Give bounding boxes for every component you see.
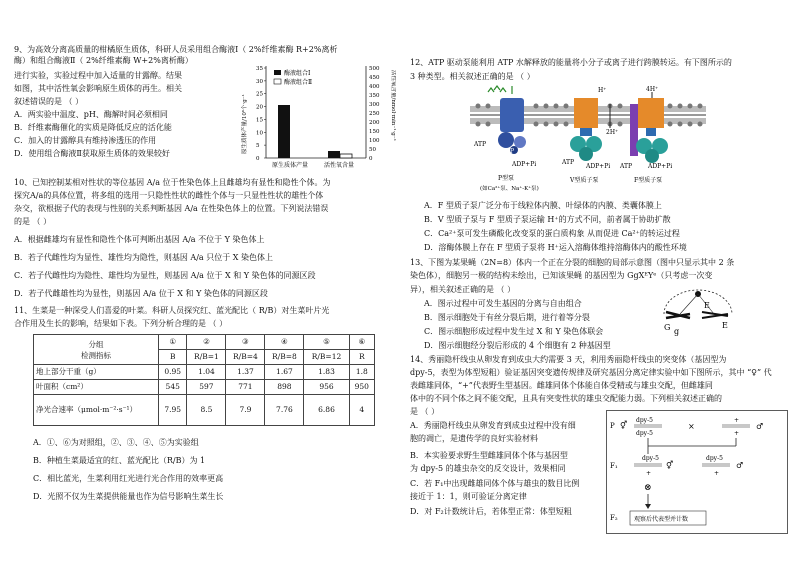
v-h-mid: 2H⁺ bbox=[606, 129, 619, 136]
table-cell: 1.8 bbox=[349, 365, 374, 380]
table-cell: 7.95 bbox=[159, 395, 187, 426]
v-atp: ATP bbox=[562, 159, 575, 166]
q14-option-a-cont: 胞的凋亡，是遗传学的良好实验材料 bbox=[410, 434, 538, 443]
table-cell: 597 bbox=[187, 380, 226, 395]
q9-line-3: 进行实验，实验过程中加入适量的甘露醇。结果 bbox=[14, 71, 182, 80]
q9-line-4: 如图，其中活性氧会影响原生质体的再生。相关 bbox=[14, 84, 182, 93]
q11-line-1: 11、生菜是一种深受人们喜爱的叶菜。科研人员探究红、蓝光配比（ R/B）对生菜叶片光 bbox=[14, 306, 330, 315]
f1-male-symbol: ♂ bbox=[736, 461, 744, 470]
right-tick-label: 200 bbox=[369, 120, 380, 126]
table-group: R/B=8 bbox=[265, 350, 304, 365]
table-group: R/B=12 bbox=[304, 350, 349, 365]
bar-group2-ros bbox=[340, 154, 352, 158]
right-tick-label: 250 bbox=[369, 111, 380, 117]
q12-line-1: 12、ATP 驱动泵能利用 ATP 水解释放的能量将小分子或离子进行跨膜转运。有下图所示的 bbox=[410, 58, 732, 67]
table-group: B bbox=[159, 350, 187, 365]
table-cell: 8.5 bbox=[187, 395, 226, 426]
f-type-label: F型质子泵 bbox=[634, 177, 663, 184]
f1-hermaphrodite-symbol: ⚥ bbox=[666, 461, 674, 470]
p-type-label: P型泵 bbox=[498, 175, 515, 182]
table-cell: 6.86 bbox=[304, 395, 349, 426]
q11-option-c: C．相比蓝光，生菜利用红光进行光合作用的效率更高 bbox=[33, 474, 224, 483]
bar-group1-ros bbox=[328, 151, 340, 158]
bar-group1-yield bbox=[278, 105, 290, 158]
f1-right-bottom: + bbox=[714, 470, 720, 477]
q9-line-1: 9、为高效分离高质量的柑橘原生质体，科研人员采用组合酶液Ⅰ（ 2%纤维素酶 R+2%离析 bbox=[14, 45, 338, 54]
table-cell: 1.83 bbox=[304, 365, 349, 380]
table-cell: 7.9 bbox=[226, 395, 265, 426]
q14-line-5: 是 （ ） bbox=[410, 407, 440, 416]
y-axis-label-right: 活性氧含量/nmol·min⁻¹·g⁻¹ bbox=[390, 70, 396, 141]
y-axis-label-left: 原生质体产量/10⁶个·g⁻¹ bbox=[242, 94, 248, 154]
q14-line-1: 14、秀丽隐杆线虫从卵发育到成虫大约需要 3 天，利用秀丽隐杆线虫的突变体（基因型为 bbox=[410, 355, 727, 364]
header-label-bottom: 检测指标 bbox=[81, 350, 111, 360]
f-type-pump bbox=[638, 98, 664, 128]
p-adp: ADP+Pi bbox=[512, 161, 537, 168]
p-male-symbol: ♂ bbox=[756, 422, 764, 431]
q10-line-2: 探究A/a的具体位置，将多组的选用一只隐性性状的雌性个体与一只显性性状的雄性个体 bbox=[14, 191, 324, 200]
row-label: 叶面积（cm²） bbox=[34, 380, 159, 395]
p-type-sublabel: (如Ca²⁺泵、Na⁺-K⁺泵) bbox=[480, 186, 539, 192]
table-num: ⑥ bbox=[349, 335, 374, 350]
gen-p: P bbox=[610, 422, 615, 430]
left-tick-label: 0 bbox=[256, 156, 260, 162]
q10-option-c: C．若子代雌性均为隐性、雄性均为显性，则基因 A/a 位于 X 和 Y 染色体的同源区段 bbox=[14, 271, 316, 280]
q14-line-2: dpy-5，表型为体型短粗）验证基因突变遗传规律及研究基因分离定律实验中如下图所示，其中 “♀” 代 bbox=[410, 368, 772, 377]
gene-g-lower: g bbox=[674, 327, 680, 336]
cross-symbol: × bbox=[688, 422, 695, 431]
q12-line-2: 3 种类型。相关叙述正确的是 （ ） bbox=[410, 72, 535, 81]
q13-option-d: D．图示细胞经分裂后形成的 4 个细胞有 2 种基因型 bbox=[424, 341, 611, 350]
q14-option-d: D．对 F₂计数统计后，若体型正常：体型短粗 bbox=[410, 507, 572, 516]
legend-label-1: 酶液组合Ⅰ bbox=[284, 70, 311, 77]
q14-option-c: C．若 F₁中出现雌雄同体个体与雄虫的数目比例 bbox=[410, 479, 580, 488]
left-tick-label: 15 bbox=[256, 117, 263, 124]
row-label: 净光合速率（μmol·m⁻²·s⁻¹） bbox=[34, 395, 159, 426]
right-tick-label: 450 bbox=[369, 75, 380, 81]
left-tick-label: 20 bbox=[256, 104, 263, 111]
q13-option-c: C．图示细胞形成过程中发生过 X 和 Y 染色体联会 bbox=[424, 327, 604, 336]
table-cell: 956 bbox=[304, 380, 349, 395]
table-num: ⑤ bbox=[304, 335, 349, 350]
q9-option-a: A．两实验中温度、pH、酶解时间必须相同 bbox=[14, 110, 168, 119]
q11-option-a: A．①、⑥为对照组，②、③、④、⑤为实验组 bbox=[33, 438, 199, 447]
table-cell: 0.95 bbox=[159, 365, 187, 380]
x-category-1: 原生质体产量 bbox=[272, 162, 309, 169]
gene-e: E bbox=[722, 321, 728, 330]
q11-data-table bbox=[33, 334, 375, 426]
right-tick-label: 100 bbox=[369, 138, 380, 144]
q9-bar-chart bbox=[236, 62, 396, 174]
f-atp: ATP bbox=[620, 163, 633, 170]
f-adp: ADP+Pi bbox=[648, 163, 673, 170]
p-hermaphrodite-symbol: ⚥ bbox=[620, 421, 628, 430]
table-row bbox=[34, 380, 375, 395]
q11-option-d: D．光照不仅为生菜提供能量也作为信号影响生菜生长 bbox=[33, 492, 224, 501]
p-type-pump bbox=[500, 98, 524, 132]
table-num: ② bbox=[187, 335, 226, 350]
v-type-label: V型质子泵 bbox=[570, 177, 599, 184]
q9-option-b: B．纤维素酶催化的实质是降低反应的活化能 bbox=[14, 123, 172, 132]
left-tick-label: 30 bbox=[256, 78, 263, 85]
table-cell: 771 bbox=[226, 380, 265, 395]
q14-option-a: A．秀丽隐杆线虫从卵发育到成虫过程中没有细 bbox=[410, 421, 576, 430]
q13-option-a: A．图示过程中可发生基因的分离与自由组合 bbox=[424, 299, 582, 308]
right-tick-label: 0 bbox=[369, 156, 373, 162]
gen-f1: F₁ bbox=[610, 462, 618, 470]
q10-option-a: A．根据雌雄均有显性和隐性个体可判断出基因 A/a 不位于 Y 染色体上 bbox=[14, 235, 265, 244]
h-top: H⁺ bbox=[598, 87, 607, 94]
legend-swatch-1 bbox=[274, 70, 281, 75]
left-tick-label: 5 bbox=[256, 143, 260, 150]
v-adp: ADP+Pi bbox=[586, 163, 611, 170]
q10-line-3: 杂交，欲根据子代的表现与性别的关系判断基因 A/a 在性染色体上的位置。下列说法错误 bbox=[14, 204, 329, 213]
observe-count-label: 观察后代表型并计数 bbox=[634, 516, 689, 523]
p-right-bottom: + bbox=[734, 430, 740, 437]
q14-option-c-cont: 接近于 1：1，则可验证分离定律 bbox=[410, 492, 527, 501]
q13-line-1: 13、下图为某果蝇（2N=8）体内一个正在分裂的细胞的局部示意图（图中只显示其中 2 条 bbox=[410, 258, 735, 267]
f1-left-top: dpy-5 bbox=[642, 455, 659, 462]
q12-option-a: A．F 型质子泵广泛分布于线粒体内膜、叶绿体的内膜、类囊体膜上 bbox=[424, 201, 662, 210]
right-tick-label: 300 bbox=[369, 102, 380, 108]
right-tick-label: 350 bbox=[369, 93, 380, 99]
table-num: ③ bbox=[226, 335, 265, 350]
legend-swatch-2 bbox=[274, 79, 281, 84]
table-cell: 1.67 bbox=[265, 365, 304, 380]
q14-line-3: 表雌雄同体，“+”代表野生型基因。雌雄同体个体能自体受精或与雄虫交配，但雌雄同 bbox=[410, 381, 713, 390]
table-cell: 950 bbox=[349, 380, 374, 395]
p-left-bottom: dpy-5 bbox=[636, 430, 653, 437]
table-cell: 898 bbox=[265, 380, 304, 395]
q10-line-1: 10、已知控制某相对性状的等位基因 A/a 位于性染色体上且雌雄均有显性和隐性个体。为 bbox=[14, 178, 331, 187]
table-cell: 1.37 bbox=[226, 365, 265, 380]
q10-line-4: 的是 （ ） bbox=[14, 217, 52, 226]
q10-option-b: B．若子代雌性均为显性、雄性均为隐性，则基因 A/a 只位于 X 染色体上 bbox=[14, 253, 273, 262]
q10-option-d: D．若子代雌雄性均为显性，则基因 A/a 位于 X 和 Y 染色体的同源区段 bbox=[14, 289, 268, 298]
p-left-top: dpy-5 bbox=[636, 417, 653, 424]
legend-label-2: 酶液组合Ⅱ bbox=[284, 79, 313, 86]
f-h-right: 4H⁺ bbox=[646, 86, 659, 93]
right-tick-label: 400 bbox=[369, 84, 380, 90]
row-label: 地上部分干重（g） bbox=[34, 365, 159, 380]
right-tick-label: 500 bbox=[369, 66, 380, 72]
selfing-symbol: ⊗ bbox=[644, 483, 652, 493]
table-row bbox=[34, 365, 375, 380]
q14-line-4: 体中的不同个体之间不能交配，且具有突变性状的雄虫交配能力弱。下列相关叙述正确的 bbox=[410, 394, 722, 403]
table-cell: 7.76 bbox=[265, 395, 304, 426]
left-tick-label: 10 bbox=[256, 130, 263, 137]
q12-option-c: C．Ca²⁺泵可发生磷酸化改变泵的蛋白质构象 从而促进 Ca²⁺的转运过程 bbox=[424, 229, 680, 238]
q13-option-b: B．图示细胞处于有丝分裂后期，进行着等分裂 bbox=[424, 313, 590, 322]
table-row bbox=[34, 395, 375, 426]
table-cell: 545 bbox=[159, 380, 187, 395]
v-type-pump bbox=[574, 98, 598, 128]
q12-option-b: B．V 型质子泵与 F 型质子泵运输 H⁺的方式不同，前者属于协助扩散 bbox=[424, 215, 671, 224]
table-header-cell bbox=[34, 335, 159, 365]
left-tick-label: 35 bbox=[256, 66, 263, 72]
p-label: P bbox=[510, 148, 515, 155]
q12-atp-pump-figure bbox=[470, 84, 706, 196]
q14-cross-figure bbox=[606, 410, 788, 534]
q13-line-3: 异），相关叙述正确的是 （ ） bbox=[410, 285, 516, 294]
q14-option-b: B．本实验要求野生型雌雄同体个体与基因型 bbox=[410, 451, 568, 460]
p-right-top: + bbox=[734, 417, 740, 424]
gene-g: G bbox=[664, 323, 671, 332]
gen-f2: F₂ bbox=[610, 514, 618, 522]
f1-right-top: dpy-5 bbox=[706, 455, 723, 462]
right-tick-label: 50 bbox=[369, 147, 376, 153]
header-label-top: 分组 bbox=[88, 339, 104, 349]
q9-option-c: C．加入的甘露醇具有维持渗透压的作用 bbox=[14, 136, 157, 145]
x-category-2: 活性氧含量 bbox=[324, 162, 355, 169]
gene-e-top: E bbox=[704, 301, 710, 310]
table-group: R bbox=[349, 350, 374, 365]
q12-option-d: D．溶酶体膜上存在 F 型质子泵将 H⁺运入溶酶体维持溶酶体内的酸性环境 bbox=[424, 243, 687, 252]
q13-line-2: 染色体），细胞另一极的结构未绘出，已知该果蝇 的基因型为 GgXᴱYᵉ（只考虑一次变 bbox=[410, 271, 713, 280]
q9-option-d: D．使用组合酶液Ⅱ获取原生质体的效果较好 bbox=[14, 149, 170, 158]
q9-line-5: 叙述错误的是 （ ） bbox=[14, 97, 84, 106]
table-cell: 4 bbox=[349, 395, 374, 426]
p-atp: ATP bbox=[474, 141, 487, 148]
left-tick-label: 25 bbox=[256, 91, 263, 98]
q11-option-b: B．种植生菜最适宜的红、蓝光配比（R/B）为 1 bbox=[33, 456, 206, 465]
table-group: R/B=1 bbox=[187, 350, 226, 365]
q9-line-2: 酶）和组合酶液Ⅱ（ 2%纤维素酶 W+2%离析酶） bbox=[14, 56, 193, 65]
f1-left-bottom: + bbox=[646, 470, 652, 477]
right-tick-label: 150 bbox=[369, 129, 380, 135]
table-num: ① bbox=[159, 335, 187, 350]
q11-line-2: 合作用及生长的影响，结果如下表。下列分析合理的是 （ ） bbox=[14, 319, 228, 328]
q14-option-b-cont: 为 dpy-5 的雄虫杂交的反交设计，效果相同 bbox=[410, 464, 566, 473]
table-num: ④ bbox=[265, 335, 304, 350]
table-group: R/B=4 bbox=[226, 350, 265, 365]
table-cell: 1.04 bbox=[187, 365, 226, 380]
q13-cell-figure bbox=[656, 286, 738, 342]
